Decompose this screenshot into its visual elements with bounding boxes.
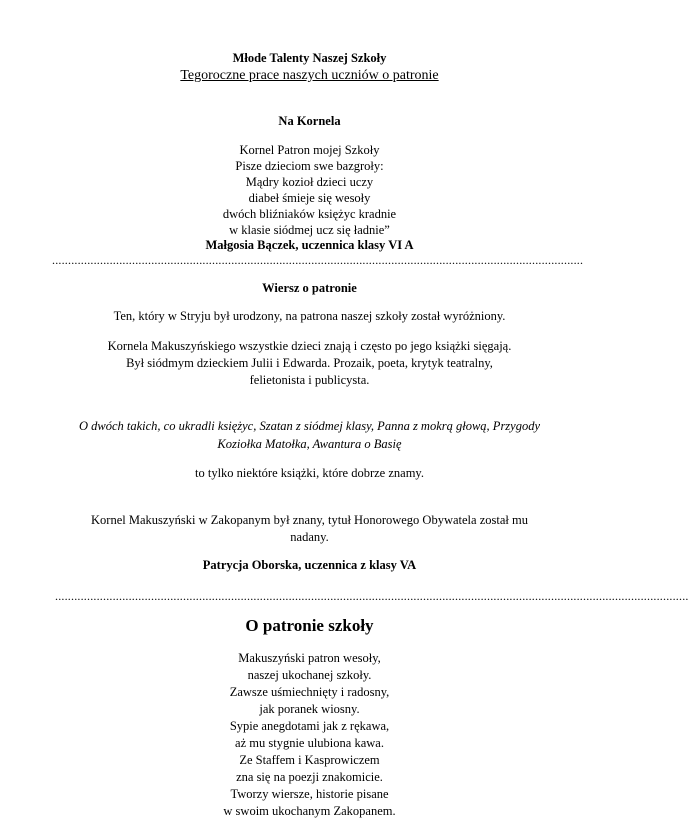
poem3-line: Makuszyński patron wesoły, bbox=[238, 651, 381, 665]
poem1-line: w klasie siódmej ucz się ładnie” bbox=[229, 223, 390, 237]
poem2-paragraph: Był siódmym dzieckiem Julii i Edwarda. Prozaik, poeta, krytyk teatralny, bbox=[126, 356, 493, 370]
poem2-paragraph: Ten, który w Stryju był urodzony, na patrona naszej szkoły został wyróżniony. bbox=[113, 309, 506, 323]
poem3-line: Sypie anegdotami jak z rękawa, bbox=[229, 719, 390, 733]
poem3-line: Ze Staffem i Kasprowiczem bbox=[239, 753, 380, 767]
poem1-author: Małgosia Bączek, uczennica klasy VI A bbox=[205, 238, 414, 252]
poem1-line: diabeł śmieje się wesoły bbox=[248, 191, 371, 205]
separator-dotted: ...................................................................................................................................................................... bbox=[52, 253, 584, 267]
separator-dotted: ...................................................................................................................................................................................................... bbox=[55, 589, 689, 603]
poem2-paragraph: felietonista i publicysta. bbox=[249, 373, 370, 387]
poem1-line: Pisze dzieciom swe bazgroły: bbox=[235, 159, 384, 173]
poem1-line: dwóch bliźniaków księżyc kradnie bbox=[222, 207, 397, 221]
poem1-line: Mądry kozioł dzieci uczy bbox=[245, 175, 374, 189]
poem3-line: aż mu stygnie ulubiona kawa. bbox=[235, 736, 384, 750]
poem3-line: zna się na poezji znakomicie. bbox=[236, 770, 383, 784]
poem2-paragraph: Kornel Makuszyński w Zakopanym był znany, tytuł Honorowego Obywatela został mu bbox=[91, 513, 528, 527]
document-title: Młode Talenty Naszej Szkoły bbox=[232, 51, 387, 65]
poem2-books: Koziołka Matołka, Awantura o Basię bbox=[217, 437, 402, 451]
poem2-paragraph: Kornela Makuszyńskiego wszystkie dzieci znają i często po jego książki sięgają. bbox=[107, 339, 512, 353]
poem2-author: Patrycja Oborska, uczennica z klasy VA bbox=[202, 558, 417, 572]
poem1-title: Na Kornela bbox=[278, 114, 341, 128]
poem2-books: O dwóch takich, co ukradli księżyc, Szatan z siódmej klasy, Panna z mokrą głową, Przygody bbox=[78, 419, 541, 433]
poem2-title: Wiersz o patronie bbox=[262, 281, 357, 295]
document-subtitle: Tegoroczne prace naszych uczniów o patronie bbox=[180, 68, 439, 83]
poem3-line: w swoim ukochanym Zakopanem. bbox=[223, 804, 396, 818]
poem3-line: jak poranek wiosny. bbox=[259, 702, 360, 716]
poem1-line: Kornel Patron mojej Szkoły bbox=[239, 143, 380, 157]
poem3-line: naszej ukochanej szkoły. bbox=[247, 668, 372, 682]
poem2-books-note: to tylko niektóre książki, które dobrze znamy. bbox=[195, 466, 424, 480]
poem2-paragraph: nadany. bbox=[290, 530, 329, 544]
poem3-title: O patronie szkoły bbox=[245, 616, 374, 635]
poem3-line: Tworzy wiersze, historie pisane bbox=[230, 787, 389, 801]
poem3-line: Zawsze uśmiechnięty i radosny, bbox=[229, 685, 390, 699]
